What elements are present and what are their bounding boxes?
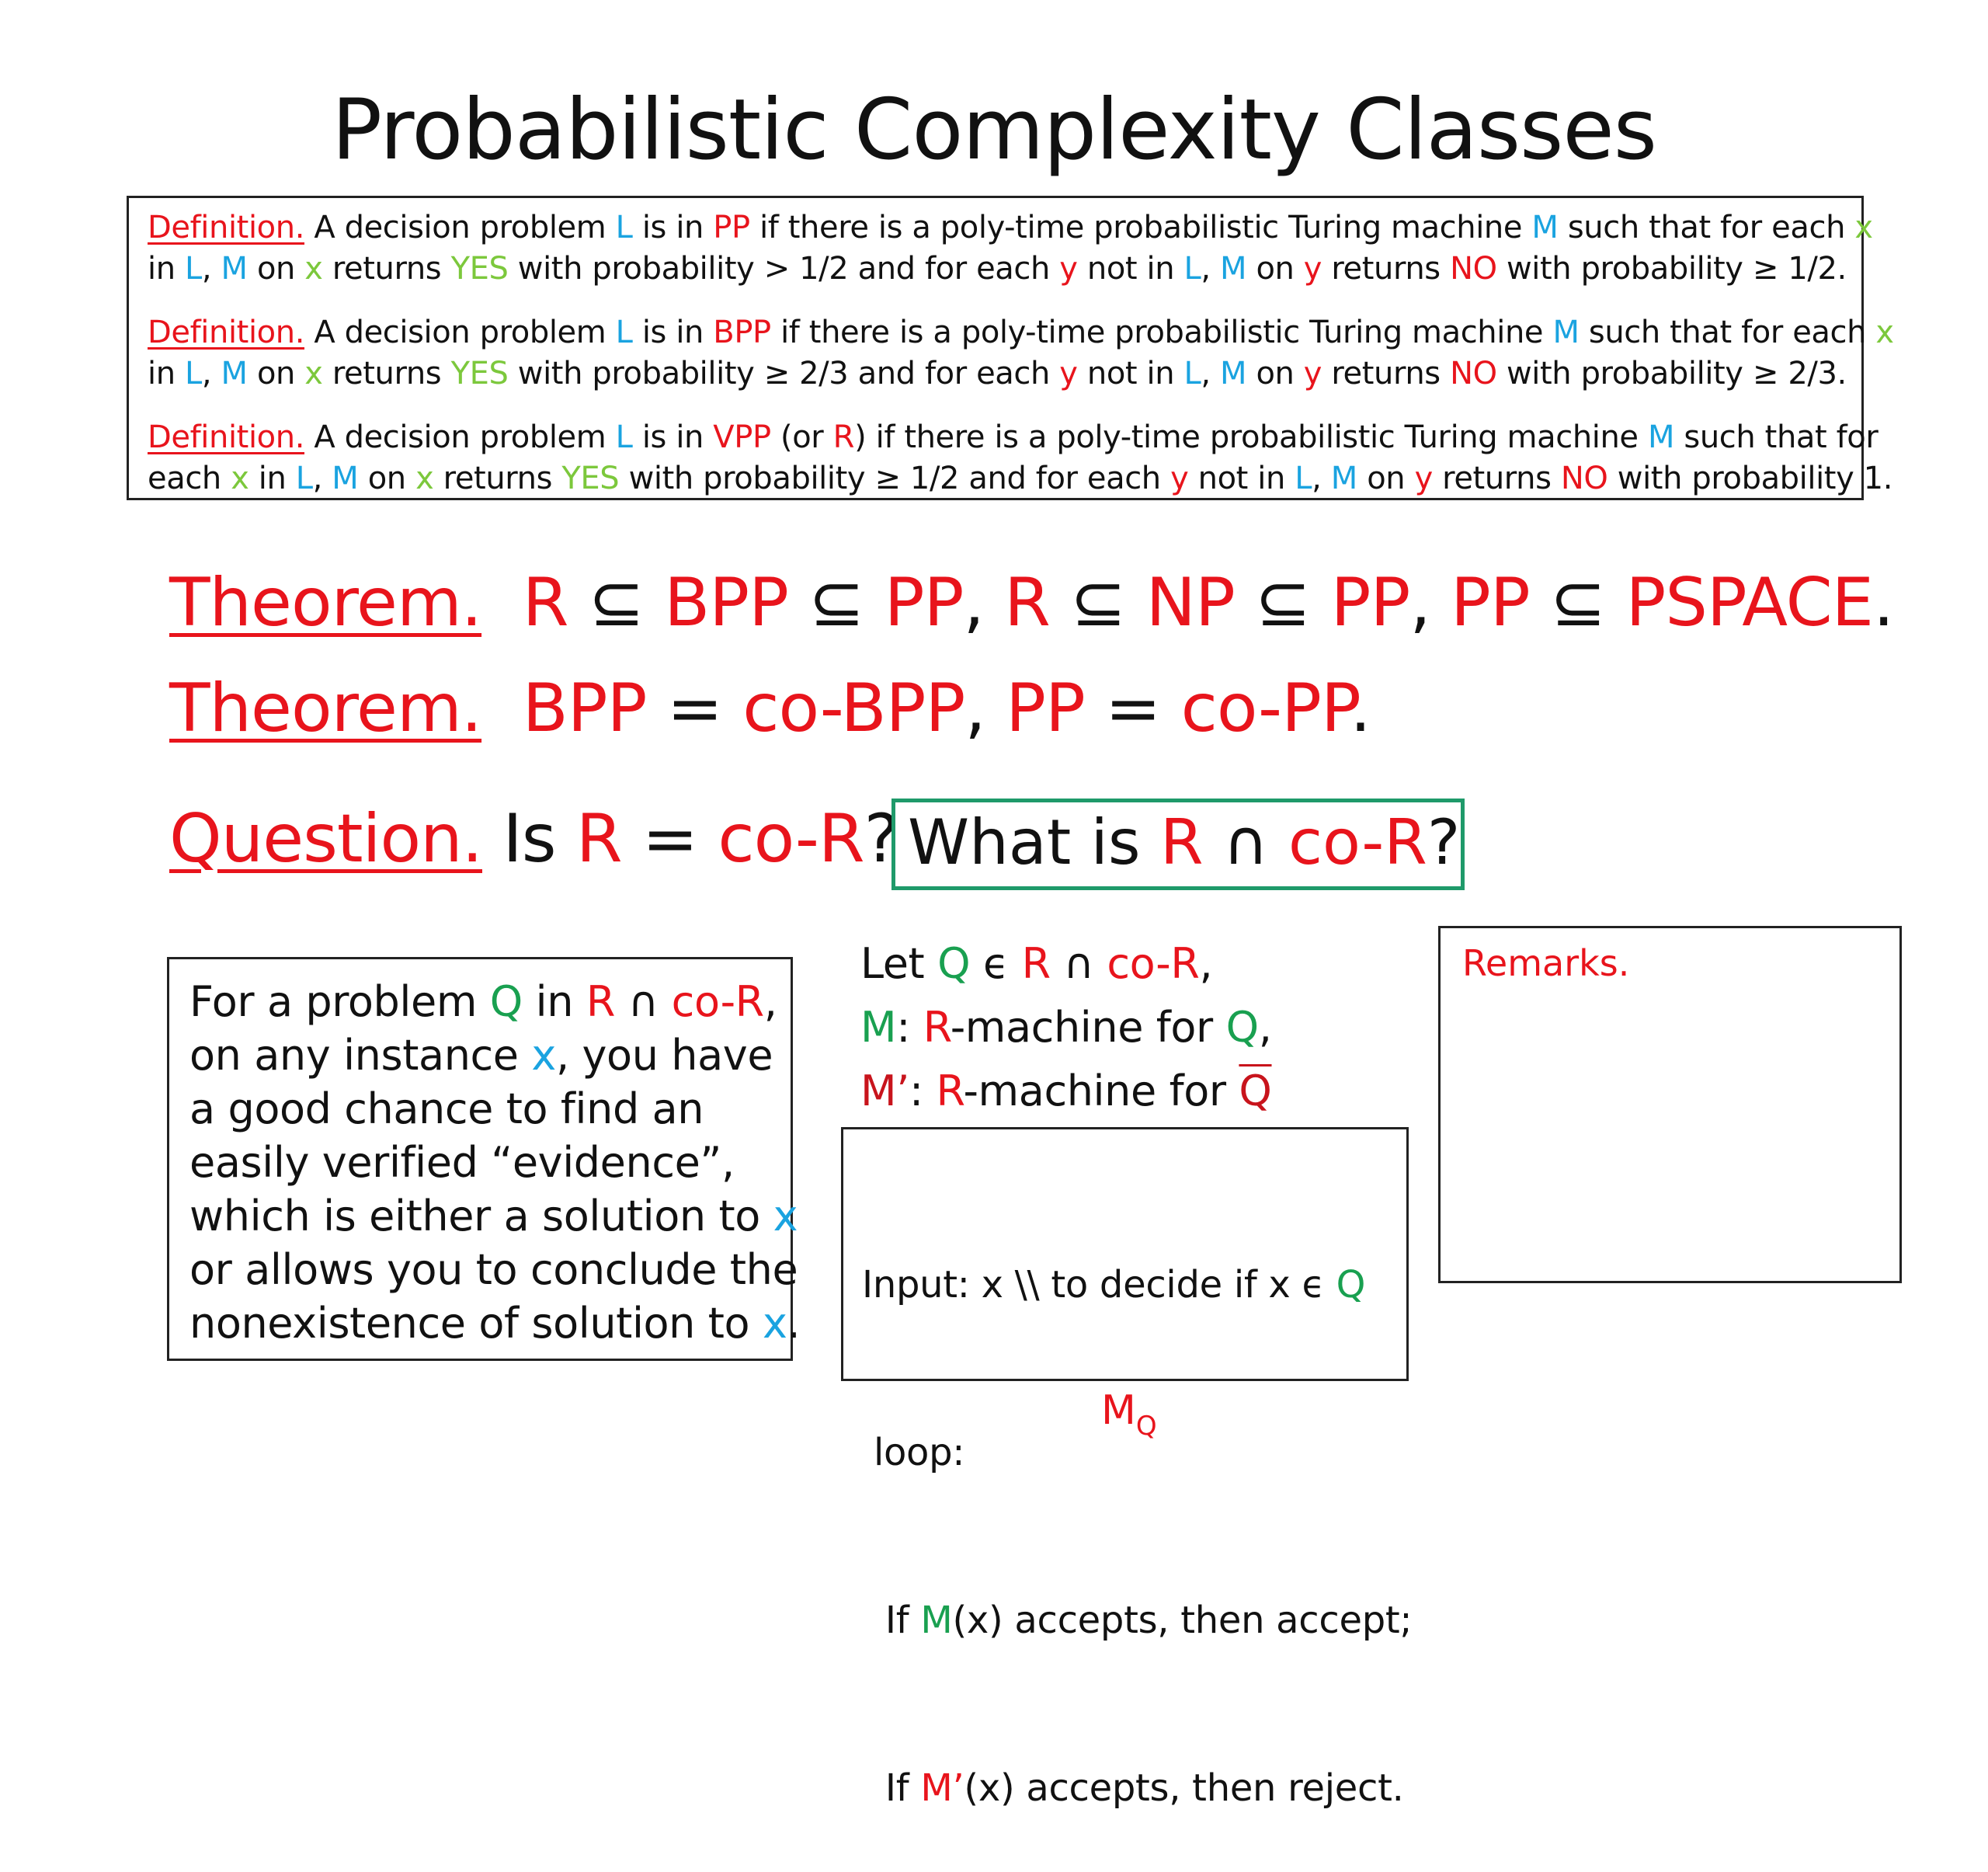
text-segment: x [762, 1299, 787, 1348]
text-segment: L [184, 356, 202, 391]
text-segment: co-PP [1180, 670, 1350, 747]
text-segment: : [896, 1003, 923, 1052]
theorem-label: Theorem. [169, 670, 482, 747]
text-segment: not in [1077, 251, 1184, 287]
text-segment: or allows you to conclude the [189, 1245, 798, 1294]
text-segment: Input: x \\ to decide if x ϵ [862, 1263, 1336, 1307]
text-segment: BPP [522, 670, 647, 747]
definition-line [148, 417, 1879, 458]
text-segment: R [586, 977, 615, 1026]
text-segment: For a problem [189, 977, 490, 1026]
text-segment: R [522, 564, 568, 642]
text-segment: ϵ [970, 939, 1022, 988]
text-segment: ⊆ [568, 564, 665, 642]
text-segment: R [832, 419, 855, 455]
text-segment: with probability ≥ 2/3 and for each [508, 356, 1060, 391]
text-segment: if there is a poly-time probabilistic Turing machine [866, 419, 1648, 455]
text-segment: in [148, 356, 185, 391]
text-segment: R [1159, 806, 1204, 879]
text-segment: What is [908, 806, 1160, 879]
text-segment: , [312, 461, 332, 496]
text-segment: on [247, 356, 305, 391]
evidence-line [189, 1082, 791, 1136]
text-segment: with probability ≥ 1/2. [1496, 251, 1847, 287]
text-segment: in [148, 251, 185, 287]
text-segment: on [1246, 251, 1304, 287]
text-segment: PP [884, 564, 964, 642]
text-segment: M [1220, 251, 1247, 287]
definition-bpp [148, 312, 1894, 395]
text-segment: with probability ≥ 1/2 and for each [619, 461, 1171, 496]
text-segment: returns [322, 356, 451, 391]
text-segment: -machine for [950, 1003, 1226, 1052]
text-segment: (or [770, 419, 833, 455]
evidence-line [189, 1296, 801, 1350]
text-segment: L [615, 210, 633, 245]
text-segment: such that for each [1558, 210, 1855, 245]
algorithm-line [862, 1760, 1406, 1816]
text-segment: which is either a solution to [189, 1192, 773, 1240]
text-segment: co-BPP [742, 670, 965, 747]
text-segment: NO [1560, 461, 1608, 496]
theorem-label: Theorem. [169, 564, 482, 642]
text-segment: Q [489, 977, 523, 1026]
text-segment: = [621, 800, 718, 878]
text-segment: M’ [860, 1066, 909, 1115]
text-segment: returns [1432, 461, 1561, 496]
text-segment: x [1875, 315, 1894, 350]
text-segment: L [1183, 356, 1201, 391]
text-segment: x [415, 461, 434, 496]
setup-line [860, 996, 1272, 1060]
text-segment: A decision problem [304, 210, 616, 245]
text-segment: Is [502, 800, 576, 878]
text-segment: loop: [862, 1431, 965, 1474]
theorem-complements [169, 670, 1371, 747]
text-segment: ? [864, 800, 899, 878]
text-segment: . [1350, 670, 1371, 747]
text-segment: $\overline{Q}$ [1239, 1066, 1272, 1115]
theorem-inclusions [169, 564, 1893, 642]
text-segment: M [1552, 315, 1580, 350]
definition-line [148, 312, 1894, 353]
text-segment: ∩ [1050, 939, 1107, 988]
setup-line [860, 1060, 1272, 1123]
text-segment: M [1330, 461, 1357, 496]
text-segment: on any instance [189, 1031, 532, 1080]
question [169, 800, 898, 878]
text-segment: M [860, 1003, 897, 1052]
text-segment: M [221, 356, 248, 391]
evidence-line [189, 1189, 798, 1243]
evidence-line [189, 1243, 798, 1296]
text-segment: PSPACE [1625, 564, 1873, 642]
algorithm-line [862, 1592, 1413, 1648]
text-segment: x [773, 1192, 798, 1240]
text-segment: ∩ [1203, 806, 1288, 879]
text-segment: R [923, 1003, 951, 1052]
text-segment: (x) accepts, then reject. [964, 1766, 1404, 1810]
text-segment: M [221, 251, 248, 287]
text-segment: L [615, 315, 633, 350]
text-segment: , [1312, 461, 1331, 496]
text-segment: = [1084, 670, 1181, 747]
text-segment: A decision problem [304, 419, 616, 455]
text-segment: nonexistence of solution to [189, 1299, 763, 1348]
evidence-line [189, 1028, 791, 1082]
text-segment: L [615, 419, 633, 455]
text-segment: easily verified “evidence”, [189, 1138, 735, 1187]
text-segment: x [1854, 210, 1873, 245]
text-segment: returns [322, 251, 451, 287]
text-segment: M [1531, 210, 1559, 245]
text-segment: Q [1225, 1003, 1259, 1052]
text-segment: ⊆ [787, 564, 885, 642]
text-segment: y [1170, 461, 1189, 496]
text-segment: R [1021, 939, 1051, 988]
text-segment: M [1647, 419, 1675, 455]
text-segment: PP [1006, 670, 1085, 747]
remarks-label: Remarks. [1462, 942, 1630, 984]
evidence-line [189, 1136, 791, 1189]
text-segment: . [1872, 564, 1894, 642]
text-segment: co-R [1288, 806, 1427, 879]
text-segment: y [1059, 356, 1078, 391]
text-segment: L [1295, 461, 1312, 496]
text-segment: L [184, 251, 202, 287]
remarks-box [1438, 926, 1902, 1283]
text-segment: ⊆ [1049, 564, 1146, 642]
definition-label: Definition. [148, 210, 305, 245]
question-label: Question. [169, 800, 482, 878]
text-segment: , [964, 670, 1006, 747]
text-segment: ⊆ [1529, 564, 1626, 642]
text-segment: y [1303, 251, 1322, 287]
text-segment: M [1220, 356, 1247, 391]
text-segment: PP [1451, 564, 1530, 642]
definitions-box [127, 196, 1894, 500]
text-segment: co-R [718, 800, 864, 878]
text-segment: co-R [1107, 939, 1200, 988]
text-segment: returns [1322, 356, 1451, 391]
text-segment: M [920, 1599, 953, 1642]
text-segment: x [304, 356, 323, 391]
text-segment: on [1357, 461, 1415, 496]
text-segment: y [1059, 251, 1078, 287]
text-segment: R [1004, 564, 1050, 642]
text-segment: , [1199, 939, 1213, 988]
text-segment: , [1201, 356, 1221, 391]
text-segment: YES [450, 251, 509, 287]
text-segment: : [909, 1066, 937, 1115]
text-segment: x [304, 251, 323, 287]
text-segment: a good chance to find an [189, 1084, 704, 1133]
text-segment: is in [632, 210, 714, 245]
text-segment: NP [1145, 564, 1235, 642]
definition-line [148, 249, 1849, 290]
text-segment: , [1409, 564, 1451, 642]
definition-vpp [148, 417, 1893, 499]
setup-line [860, 932, 1272, 996]
text-segment: , [201, 356, 221, 391]
text-segment: returns [1322, 251, 1451, 287]
what-is-box [891, 799, 1465, 890]
text-segment: , [1258, 1003, 1272, 1052]
evidence-box [167, 957, 801, 1361]
definition-label: Definition. [148, 315, 305, 350]
text-segment: in [248, 461, 296, 496]
text-segment: If [862, 1766, 921, 1810]
text-segment: , you have [555, 1031, 773, 1080]
text-segment: with probability > 1/2 and for each [508, 251, 1060, 287]
text-segment: A decision problem [304, 315, 616, 350]
text-segment: BPP [664, 564, 788, 642]
machine-setup [860, 932, 1272, 1123]
text-segment: BPP [713, 315, 771, 350]
definition-pp [148, 207, 1873, 290]
text-segment: L [295, 461, 313, 496]
text-segment: Q [1336, 1263, 1366, 1307]
algorithm-line [862, 1257, 1406, 1313]
text-segment: x [531, 1031, 556, 1080]
text-segment: not in [1077, 356, 1184, 391]
text-segment: is in [632, 315, 714, 350]
definition-label: Definition. [148, 419, 305, 455]
text-segment: with probability ≥ 2/3. [1496, 356, 1847, 391]
text-segment: . [787, 1299, 801, 1348]
text-segment: R [575, 800, 622, 878]
text-segment: NO [1450, 356, 1497, 391]
text-segment: YES [561, 461, 620, 496]
text-segment: VPP [713, 419, 771, 455]
text-segment: such that for [1674, 419, 1879, 455]
text-segment: -machine for [963, 1066, 1239, 1115]
text-segment: = [646, 670, 743, 747]
definition-line [148, 458, 1893, 499]
text-segment: y [1303, 356, 1322, 391]
text-segment: if there is a poly-time probabilistic Turing machine [770, 315, 1553, 350]
text-segment: on [358, 461, 416, 496]
text-segment: Let [860, 939, 938, 988]
text-segment: , [1201, 251, 1221, 287]
text-segment: with probability 1. [1607, 461, 1893, 496]
text-segment: PP [713, 210, 750, 245]
text-segment: R [936, 1066, 964, 1115]
text-segment: such that for each [1579, 315, 1876, 350]
text-segment: each [148, 461, 231, 496]
text-segment: YES [450, 356, 509, 391]
evidence-line [189, 975, 791, 1028]
definition-line [148, 353, 1849, 395]
text-segment: (x) accepts, then accept; [952, 1599, 1413, 1642]
text-segment: , [763, 977, 777, 1026]
text-segment: ⊆ [1234, 564, 1331, 642]
text-segment: in [522, 977, 586, 1026]
machine-mq-label: $M_Q$ [1101, 1387, 1157, 1442]
text-segment: on [1246, 356, 1304, 391]
text-segment: co-R [671, 977, 764, 1026]
page-title: Probabilistic Complexity Classes [331, 82, 1657, 179]
text-segment: ) [854, 419, 867, 455]
text-segment: , [201, 251, 221, 287]
text-segment: is in [632, 419, 714, 455]
text-segment: not in [1188, 461, 1295, 496]
text-segment: NO [1450, 251, 1497, 287]
text-segment: returns [433, 461, 562, 496]
text-segment: PP [1330, 564, 1410, 642]
text-segment: ∩ [615, 977, 672, 1026]
text-segment: M’ [920, 1766, 964, 1810]
text-segment: ? [1427, 806, 1461, 879]
text-segment: if there is a poly-time probabilistic Turing machine [749, 210, 1532, 245]
text-segment: y [1414, 461, 1433, 496]
text-segment: L [1183, 251, 1201, 287]
text-segment: If [862, 1599, 921, 1642]
text-segment: M [332, 461, 359, 496]
text-segment: , [963, 564, 1005, 642]
text-segment: x [231, 461, 249, 496]
text-segment: Q [937, 939, 971, 988]
definition-line [148, 207, 1873, 249]
text-segment: on [247, 251, 305, 287]
